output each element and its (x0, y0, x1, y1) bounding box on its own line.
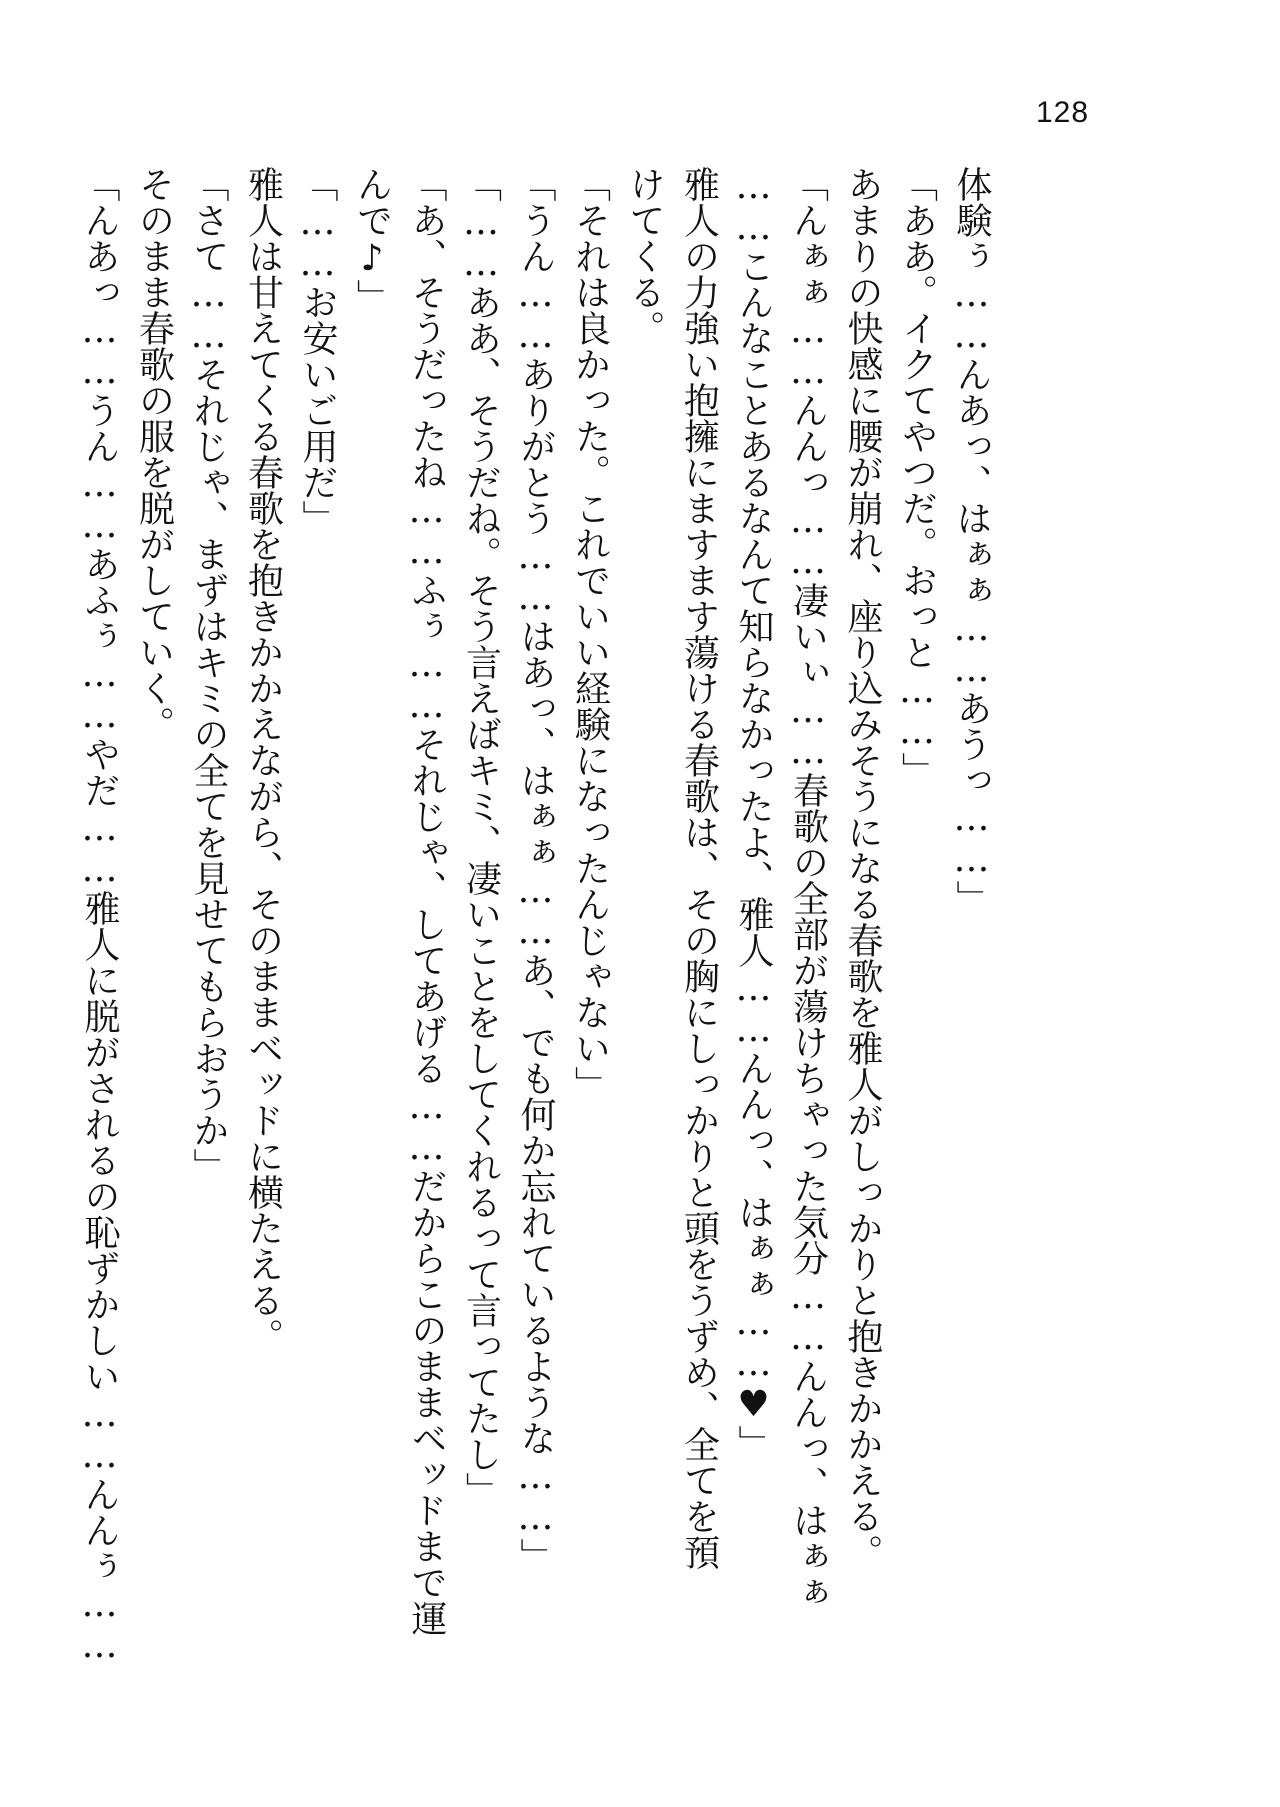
text-line: 「さて……それじゃ、まずはキミの全てを見せてもらおうか」 (188, 166, 229, 1184)
text-line: あまりの快感に腰が崩れ、座り込みそうになる春歌を雅人がしっかりと抱きかかえる。 (842, 166, 883, 1570)
text-line: けてくる。 (624, 166, 665, 346)
text-line: 「んぁぁ……んんっ……凄いぃ……春歌の全部が蕩けちゃった気分……んんっ、はぁぁ (787, 166, 829, 1610)
text-line: 「ああ。イクてやつだ。おっと……」 (896, 166, 938, 788)
text-line: 「……ああ、そうだね。そう言えばキミ、凄いことをしてくれるって言ってたし」 (460, 166, 502, 1508)
text-line: 「んあっ……うん……あふぅ……やだ……雅人に脱がされるの恥ずかしい……んんぅ…… (79, 166, 120, 1666)
page-number: 128 (1036, 96, 1090, 129)
body-text (72, 166, 999, 1666)
text-line: 雅人の力強い抱擁にますます蕩ける春歌は、その胸にしっかりと頭をうずめ、全てを預 (678, 166, 720, 1570)
text-line: 「……お安いご用だ」 (297, 166, 338, 536)
text-line: 体験ぅ……んあっ、はぁぁ……あうっ……」 (951, 166, 992, 916)
text-line: 雅人は甘えてくる春歌を抱きかかえながら、そのままベッドに横たえる。 (242, 166, 284, 1354)
text-line: 「うん……ありがとう……はあっ、はぁぁ……あ、でも何か忘れているような……」 (515, 166, 556, 1574)
text-line: 「あ、そうだったね……ふぅ……それじゃ、してあげる……だからこのままベッドまで運 (406, 166, 447, 1636)
text-line: 「それは良かった。これでいい経験になったんじゃない」 (569, 166, 611, 1102)
text-line: そのまま春歌の服を脱がしていく。 (133, 166, 175, 742)
text-line: ……こんなことあるなんて知らなかったよ、雅人……んんっ、はぁぁ……♥」 (733, 166, 774, 1461)
text-line: んで♪」 (351, 166, 393, 315)
